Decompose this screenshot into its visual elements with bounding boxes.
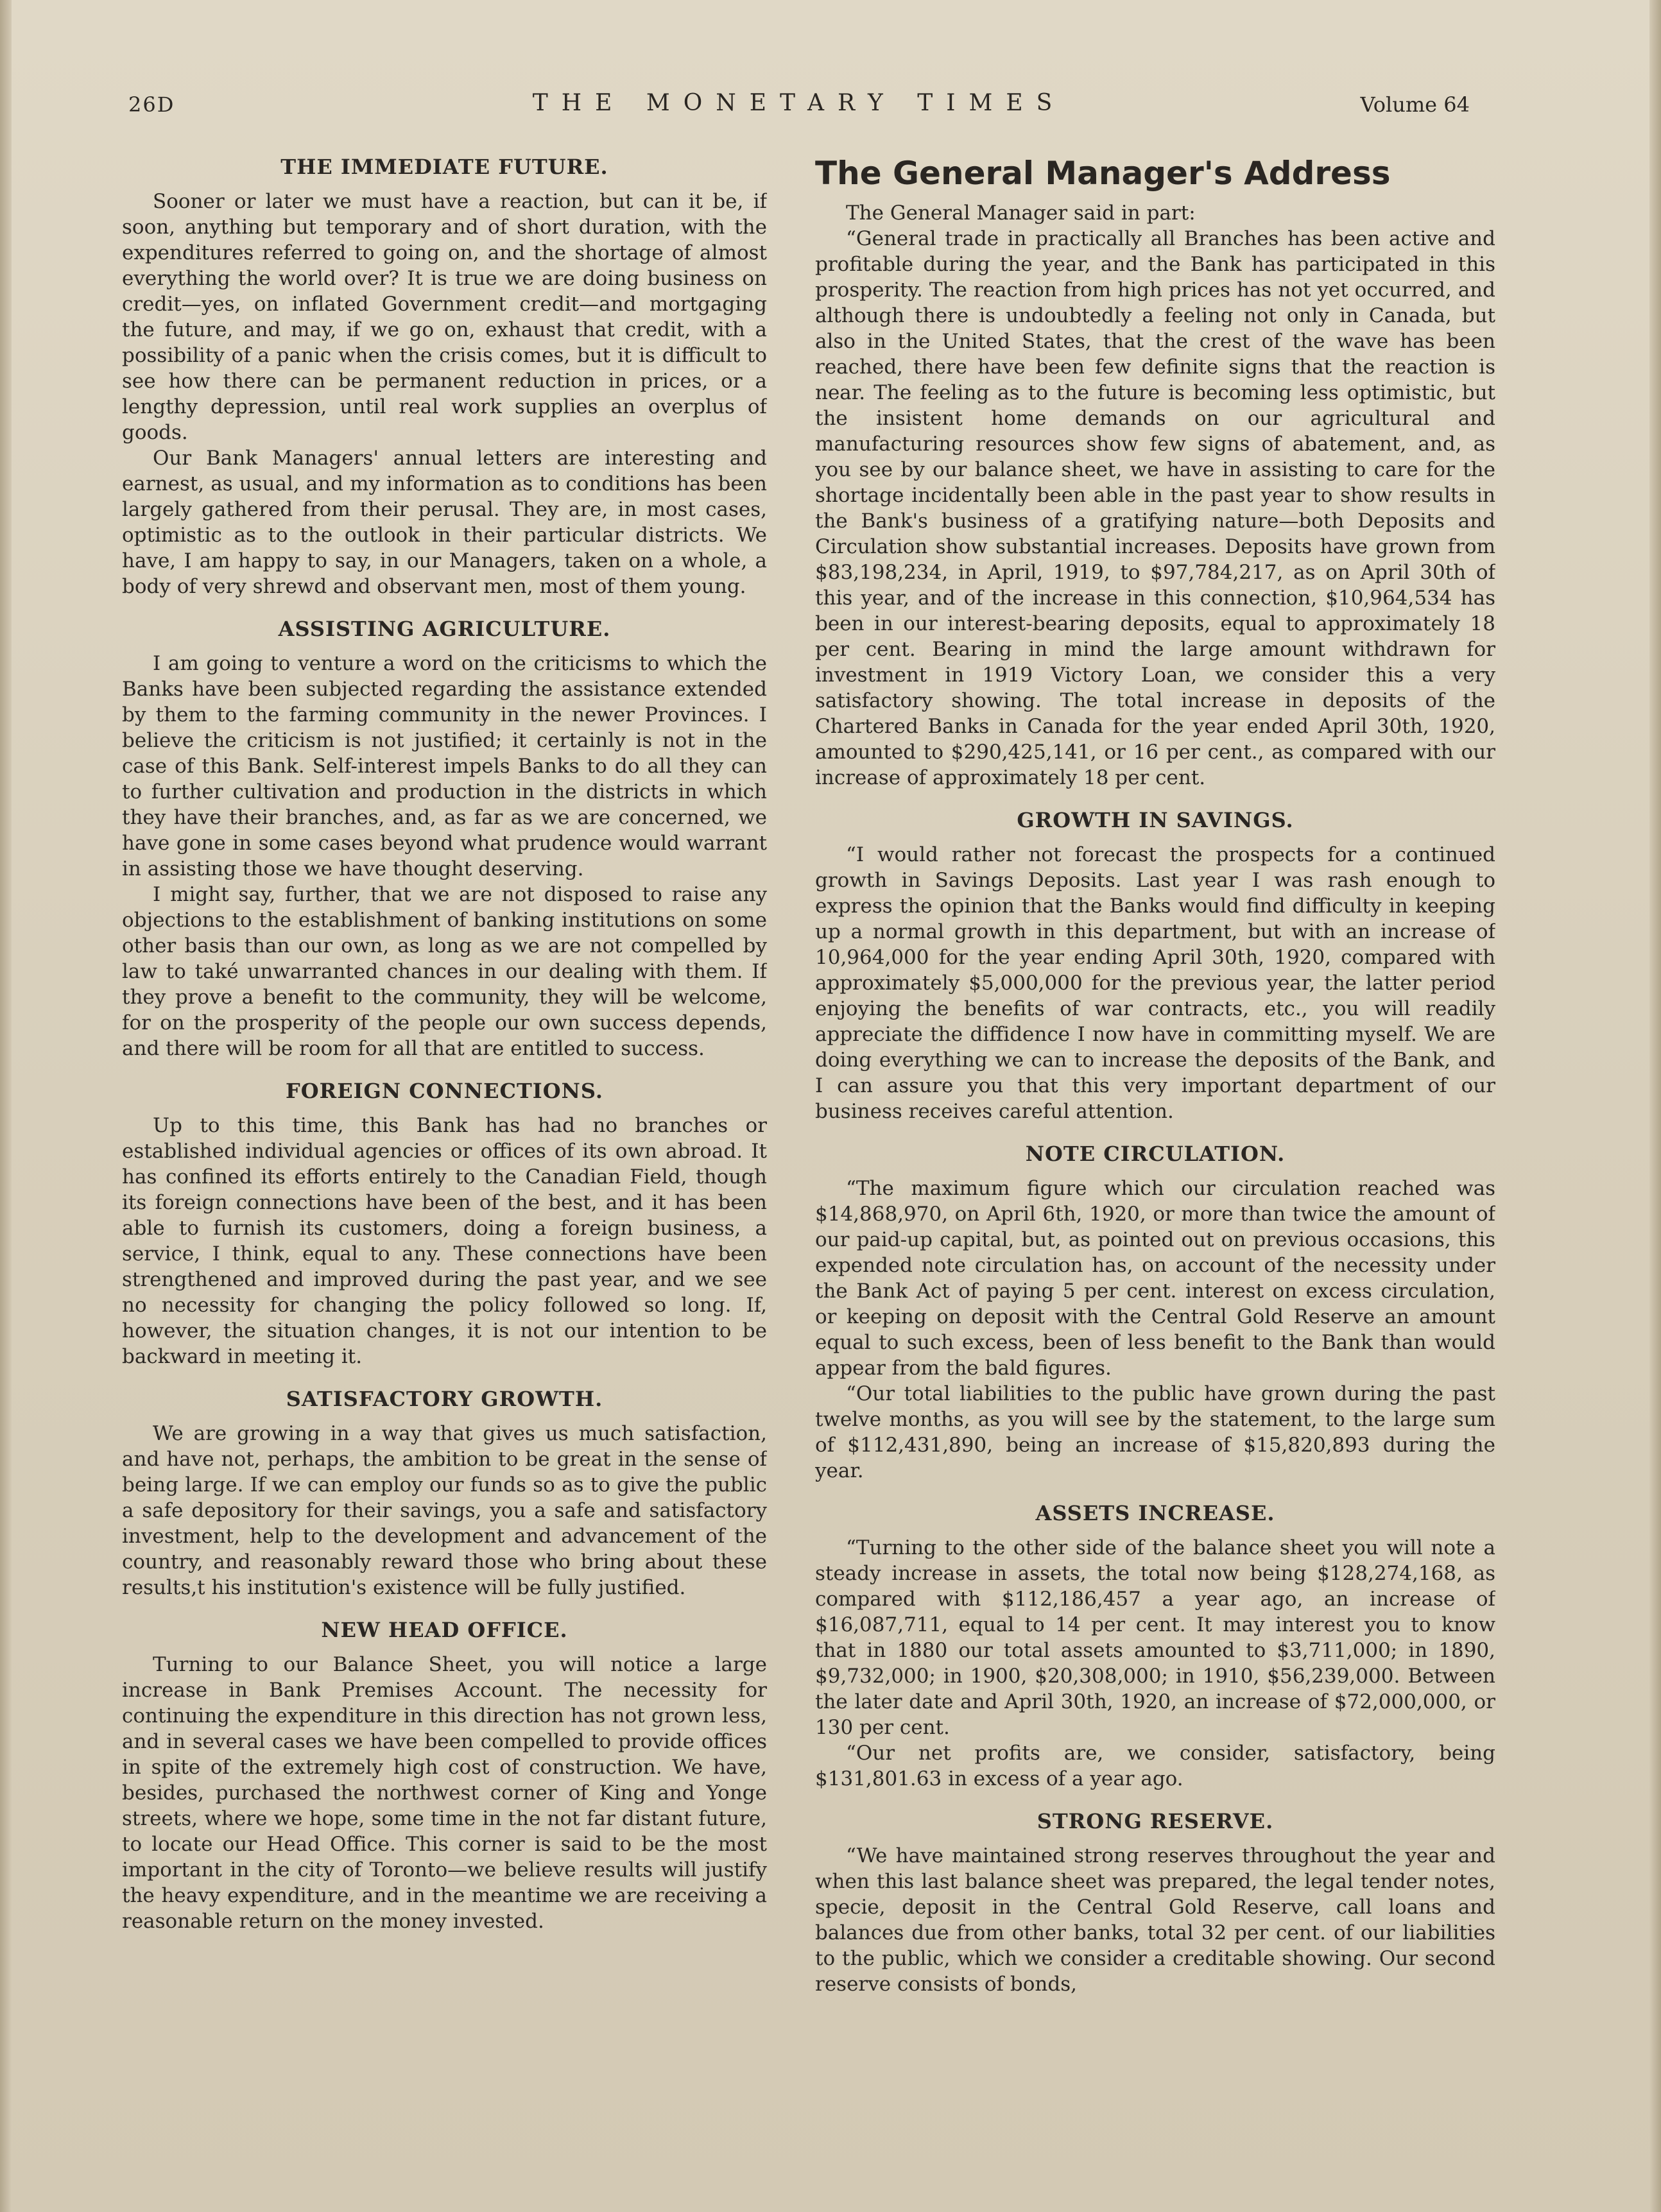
section-heading: STRONG RESERVE. <box>1037 1809 1274 1833</box>
section-heading: NOTE CIRCULATION. <box>1025 1142 1286 1166</box>
section-heading: NEW HEAD OFFICE. <box>321 1618 568 1642</box>
paragraph: I might say, further, that we are not disposed to raise any objections to the establishment of banking institutions on some other basis than our own, as long as we are not compelled by law to také unwarranted chances in our dealing with them. If they prove a benefit to the community, they will be welcome, for on the prosperity of the people our own success depends, and there will be room for all that are entitled to success. <box>122 883 767 1060</box>
section-heading: GROWTH IN SAVINGS. <box>1017 808 1294 832</box>
paragraph: “Our net profits are, we consider, satisfactory, being $131,801.63 in excess of a year ago. <box>815 1742 1495 1790</box>
section-heading: SATISFACTORY GROWTH. <box>286 1387 603 1411</box>
paragraph: “General trade in practically all Branches has been active and profitable during the year, and the Bank has participated in this prosperity. The reaction from high prices has not yet occurred, and although there is undoubtedly a feeling not only in Canada, but also in the United States, that the crest of the wave has been reached, there have been few definite signs that the reaction is near. The feeling as to the future is becoming less optimistic, but the insistent home demands on our agricultural and manufacturing resources show few signs of abatement, and, as you see by our balance sheet, we have in assisting to care for the shortage incidentally been able in the past year to show results in the Bank's business of a gratifying nature—both Deposits and Circulation show substantial increases. Deposits have grown from $83,198,234, in April, 1919, to $97,784,217, as on April 30th of this year, and of the increase in this connection, $10,964,534 has been in our interest-bearing deposits, equal to approximately 18 per cent. Bearing in mind the large amount withdrawn for investment in 1919 Victory Loan, we consider this a very satisfactory showing. The total increase in deposits of the Chartered Banks in Canada for the year ended April 30th, 1920, amounted to $290,425,141, or 16 per cent., as compared with our increase of approximately 18 per cent. <box>815 227 1495 789</box>
paragraph: “We have maintained strong reserves throughout the year and when this last balance sheet was prepared, the legal tender notes, specie, deposit in the Central Gold Reserve, call loans and balances due from other banks, total 32 per cent. of our liabilities to the public, which we consider a creditable showing. Our second reserve consists of bonds, <box>815 1844 1495 1996</box>
section-heading: THE IMMEDIATE FUTURE. <box>280 155 608 179</box>
paragraph: “The maximum figure which our circulation reached was $14,868,970, on April 6th, 1920, or more than twice the amount of our paid-up capital, but, as pointed out on previous occasions, this expended note circulation has, on account of the necessity under the Bank Act of paying 5 per cent. interest on excess circulation, or keeping on deposit with the Central Gold Reserve an amount equal to such excess, been of less benefit to the Bank than would appear from the bald figures. <box>815 1177 1495 1380</box>
paragraph: I am going to venture a word on the criticisms to which the Banks have been subjected regarding the assistance extended by them to the farming community in the newer Provinces. I believe the criticism is not justified; it certainly is not in the case of this Bank. Self-interest impels Banks to do all they can to further cultivation and production in the districts in which they have their branches, and, as far as we are concerned, we have gone in some cases beyond what prudence would warrant in assisting those we have thought deserving. <box>122 652 767 880</box>
masthead: THE MONETARY TIMES <box>532 90 1066 116</box>
paragraph: Sooner or later we must have a reaction, but can it be, if soon, anything but temporary and of short duration, with the expenditures referred to going on, and the shortage of almost everything the world over? It is true we are doing business on credit—yes, on inflated Government credit—and mortgaging the future, and may, if we go on, exhaust that credit, with a possibility of a panic when the crisis comes, but it is difficult to see how there can be permanent reduction in prices, or a lengthy depression, until real work supplies an overplus of goods. <box>122 190 767 444</box>
page-edge-right <box>1649 0 1661 2212</box>
volume-label: Volume 64 <box>1360 92 1470 117</box>
page-header <box>122 90 1476 128</box>
page-edge-left <box>0 0 12 2212</box>
right-column <box>815 154 1495 2111</box>
paragraph: “Our total liabilities to the public have grown during the past twelve months, as you will see by the statement, to the large sum of $112,431,890, being an increase of $15,820,893 during the year. <box>815 1382 1495 1482</box>
page-number: 26D <box>128 92 175 117</box>
left-column <box>122 154 767 2111</box>
article-title: The General Manager's Address <box>815 155 1391 192</box>
paragraph: We are growing in a way that gives us much satisfaction, and have not, perhaps, the ambition to be great in the sense of being large. If we can employ our funds so as to give the public a safe depository for their savings, you a safe and satisfactory investment, help to the development and advancement of the country, and reasonably reward those who bring about these results,t his institution's existence will be fully justified. <box>122 1422 767 1599</box>
section-heading: ASSETS INCREASE. <box>1035 1501 1275 1525</box>
paragraph: “Turning to the other side of the balance sheet you will note a steady increase in assets, the total now being $128,274,168, as compared with $112,186,457 a year ago, an increase of $16,087,711, equal to 14 per cent. It may interest you to know that in 1880 our total assets amounted to $3,711,000; in 1890, $9,732,000; in 1900, $20,308,000; in 1910, $56,239,000. Between the later date and April 30th, 1920, an increase of $72,000,000, or 130 per cent. <box>815 1536 1495 1739</box>
section-heading: ASSISTING AGRICULTURE. <box>278 617 611 641</box>
paragraph: “I would rather not forecast the prospects for a continued growth in Savings Deposits. Last year I was rash enough to express the opinion that the Banks would find difficulty in keeping up a normal growth in this department, but with an increase of 10,964,000 for the year ending April 30th, 1920, compared with approximately $5,000,000 for the previous year, the latter period enjoying the benefits of war contracts, etc., you will readily appreciate the diffidence I now have in committing myself. We are doing everything we can to increase the deposits of the Bank, and I can assure you that this very important department of our business receives careful attention. <box>815 843 1495 1123</box>
section-heading: FOREIGN CONNECTIONS. <box>286 1079 603 1103</box>
paragraph: Our Bank Managers' annual letters are interesting and earnest, as usual, and my information as to conditions has been largely gathered from their perusal. They are, in most cases, optimistic as to the outlook in their particular districts. We have, I am happy to say, in our Managers, taken on a whole, a body of very shrewd and observant men, most of them young. <box>122 447 767 598</box>
paragraph: Turning to our Balance Sheet, you will notice a large increase in Bank Premises Account. The necessity for continuing the expenditure in this direction has not grown less, and in several cases we have been compelled to provide offices in spite of the extremely high cost of construction. We have, besides, purchased the northwest corner of King and Yonge streets, where we hope, some time in the not far distant future, to locate our Head Office. This corner is said to be the most important in the city of Toronto—we believe results will justify the heavy expenditure, and in the meantime we are receiving a reasonable return on the money invested. <box>122 1653 767 1933</box>
intro-line: The General Manager said in part: <box>846 201 1196 225</box>
paragraph: Up to this time, this Bank has had no branches or established individual agencies or offices of its own abroad. It has confined its efforts entirely to the Canadian Field, though its foreign connections have been of the best, and it has been able to furnish its customers, doing a foreign business, a service, I think, equal to any. These connections have been strengthened and improved during the past year, and we see no necessity for changing the policy followed so long. If, however, the situation changes, it is not our intention to be backward in meeting it. <box>122 1114 767 1368</box>
